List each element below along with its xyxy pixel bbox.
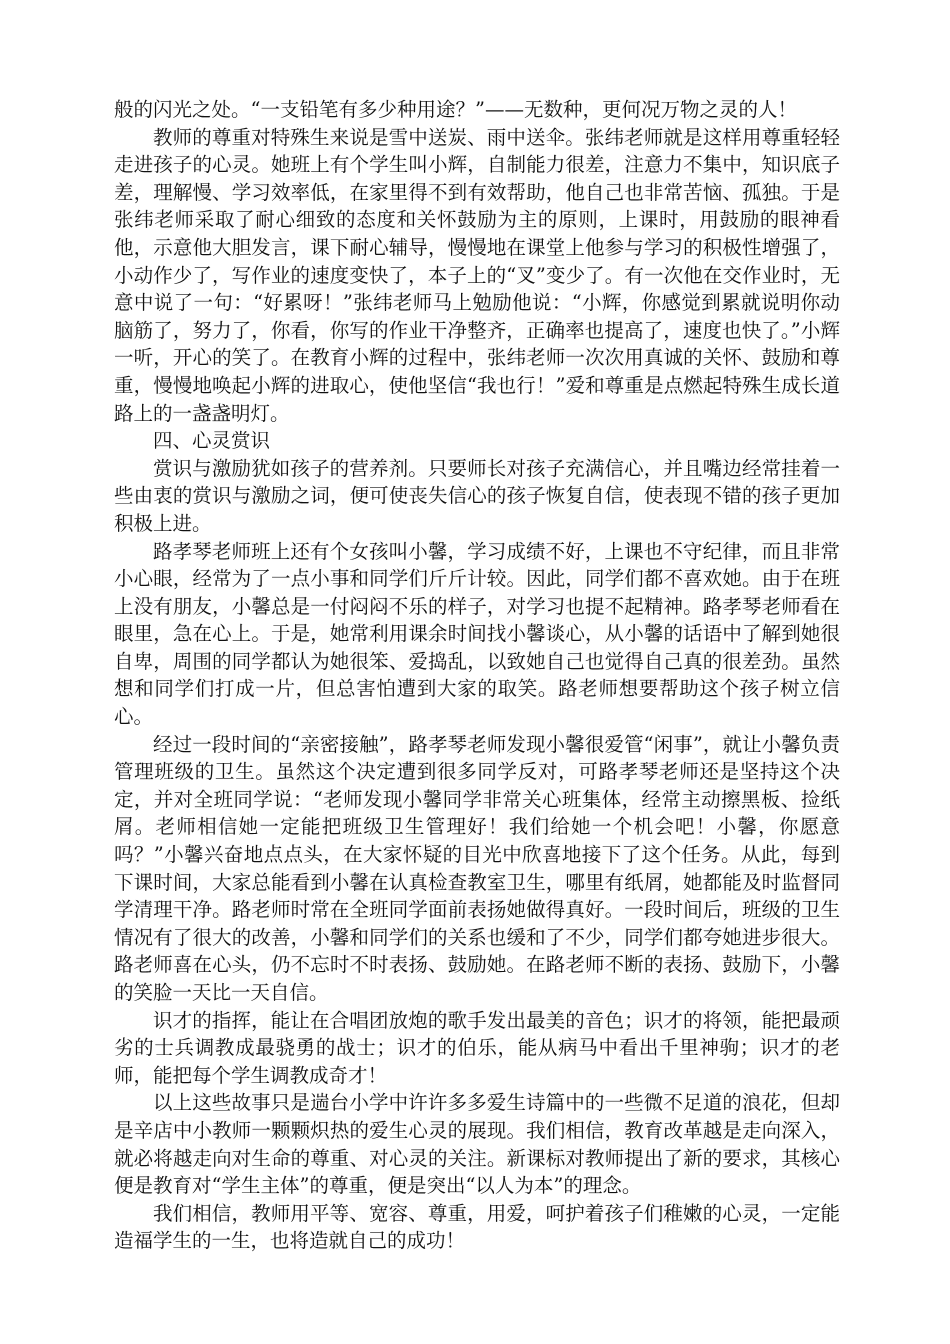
paragraph-talent-metaphor: 识才的指挥，能让在合唱团放炮的歌手发出最美的音色；识才的将领，能把最顽劣的士兵调教成最骁勇的战士；识才的伯乐，能从病马中看出千里神驹；识才的老师，能把每个学生调教成奇才！ — [114, 1008, 840, 1087]
paragraph-xiaoxin-outcome: 经过一段时间的“亲密接触”，路孝琴老师发现小馨很爱管“闲事”，就让小馨负责管理班级的卫生。虽然这个决定遭到很多同学反对，可路孝琴老师还是坚持这个决定，并对全班同学说：“老师发现小馨同学非常关心班集体，经常主动擦黑板、捡纸屑。老师相信她一定能把班级卫生管理好！我们给她一个机会吧！小馨，你愿意吗？”小馨兴奋地点点头，在大家怀疑的目光中欣喜地接下了这个任务。从此，每到下课时间，大家总能看到小馨在认真检查教室卫生，哪里有纸屑，她都能及时监督同学清理干净。路老师时常在全班同学面前表扬她做得真好。一段时间后，班级的卫生情况有了很大的改善，小馨和同学们的关系也缓和了不少，同学们都夸她进步很大。路老师喜在心头，仍不忘时不时表扬、鼓励她。在路老师不断的表扬、鼓励下，小馨的笑脸一天比一天自信。 — [114, 732, 840, 1004]
paragraph-respect-story: 教师的尊重对特殊生来说是雪中送炭、雨中送伞。张纬老师就是这样用尊重轻轻走进孩子的心灵。她班上有个学生叫小辉，自制能力很差，注意力不集中，知识底子差，理解慢、学习效率低，在家里得不到有效帮助，他自己也非常苦恼、孤独。于是张纬老师采取了耐心细致的态度和关怀鼓励为主的原则，上课时，用鼓励的眼神看他，示意他大胆发言，课下耐心辅导，慢慢地在课堂上他参与学习的积极性增强了，小动作少了，写作业的速度变快了，本子上的“叉”变少了。有一次他在交作业时，无意中说了一句：“好累呀！”张纬老师马上勉励他说：“小辉，你感觉到累就说明你动脑筋了，努力了，你看，你写的作业干净整齐，正确率也提高了，速度也快了。”小辉一听，开心的笑了。在教育小辉的过程中，张纬老师一次次用真诚的关怀、鼓励和尊重，慢慢地唤起小辉的进取心，使他坚信“我也行！”爱和尊重是点燃起特殊生成长道路上的一盏盏明灯。 — [114, 125, 840, 425]
paragraph-continuation: 般的闪光之处。“一支铅笔有多少种用途？”——无数种，更何况万物之灵的人！ — [114, 98, 797, 121]
paragraph-appreciation-intro: 赏识与激励犹如孩子的营养剂。只要师长对孩子充满信心，并且嘴边经常挂着一些由衷的赏识与激励之词，便可使丧失信心的孩子恢复自信，使表现不错的孩子更加积极上进。 — [114, 456, 840, 535]
paragraph-summary: 以上这些故事只是遄台小学中许许多多爱生诗篇中的一些微不足道的浪花，但却是辛店中小教师一颗颗炽热的爱生心灵的展现。我们相信，教育改革越是走向深入，就必将越走向对生命的尊重、对心灵的关注。新课标对教师提出了新的要求，其核心便是教育对“学生主体”的尊重，便是突出“以人为本”的理念。 — [114, 1091, 840, 1198]
document-page — [114, 96, 840, 1255]
section-heading: 四、心灵赏识 — [153, 429, 271, 453]
paragraph-conclusion: 我们相信，教师用平等、宽容、尊重，用爱，呵护着孩子们稚嫩的心灵，一定能造福学生的一生，也将造就自己的成功！ — [114, 1201, 840, 1253]
paragraph-xiaoxin-story: 路孝琴老师班上还有个女孩叫小馨，学习成绩不好，上课也不守纪律，而且非常小心眼，经常为了一点小事和同学们斤斤计较。因此，同学们都不喜欢她。由于在班上没有朋友，小馨总是一付闷闷不乐的样子，对学习也提不起精神。路孝琴老师看在眼里，急在心上。于是，她常利用课余时间找小馨谈心，从小馨的话语中了解到她很自卑，周围的同学都认为她很笨、爱捣乱，以致她自己也觉得自己真的很差劲。虽然想和同学们打成一片，但总害怕遭到大家的取笑。路老师想要帮助这个孩子树立信心。 — [114, 539, 840, 729]
